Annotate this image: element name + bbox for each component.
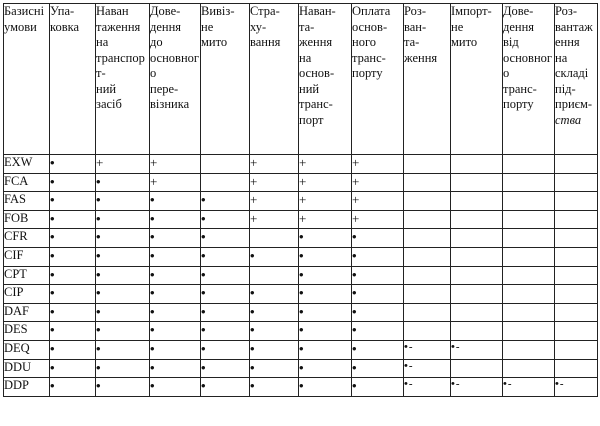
mark-cell: • [150,266,201,285]
column-header [451,4,503,155]
mark-cell [555,285,598,304]
mark-cell: •- [503,378,555,397]
mark-cell: • [50,266,96,285]
mark-cell: + [299,155,352,174]
mark-cell [451,192,503,211]
mark-cell [404,173,451,192]
mark-cell: + [250,210,299,229]
table-row [4,378,598,397]
mark-cell: • [299,266,352,285]
column-header-label: Імпорт- не мито [451,4,492,49]
mark-cell: • [150,210,201,229]
mark-cell: • [201,340,250,359]
mark-cell [404,285,451,304]
mark-cell: • [299,285,352,304]
mark-cell: • [50,303,96,322]
mark-cell [404,229,451,248]
mark-cell [451,303,503,322]
mark-cell [451,210,503,229]
column-header [352,4,404,155]
table-row [4,322,598,341]
mark-cell: • [250,303,299,322]
mark-cell: + [352,155,404,174]
column-header-label-italic-part: ства [555,112,582,127]
mark-cell [555,359,598,378]
mark-cell [503,266,555,285]
mark-cell: • [250,378,299,397]
term-cell: CPT [4,266,50,285]
mark-cell: • [352,340,404,359]
mark-cell: • [50,210,96,229]
mark-cell [503,229,555,248]
column-header-label: Дове- дення від основного транс- порту [503,4,553,111]
column-header-label: Стра- ху- вання [250,4,281,49]
table-row [4,173,598,192]
mark-cell: •- [404,359,451,378]
mark-cell: • [96,359,150,378]
mark-cell: + [250,192,299,211]
mark-cell: • [352,378,404,397]
term-cell: DEQ [4,340,50,359]
mark-cell: • [299,303,352,322]
mark-cell: • [201,229,250,248]
mark-cell: + [250,155,299,174]
term-cell: DDU [4,359,50,378]
mark-cell: • [96,229,150,248]
mark-cell: • [50,229,96,248]
mark-cell: • [201,378,250,397]
mark-cell: • [201,285,250,304]
mark-cell: •- [404,340,451,359]
mark-cell: • [250,285,299,304]
mark-cell [555,340,598,359]
mark-cell: + [150,155,201,174]
mark-cell [201,155,250,174]
column-header [50,4,96,155]
mark-cell [404,192,451,211]
column-header [250,4,299,155]
column-header-label: Наван- та- ження на основ- ний транс- порт [299,4,336,127]
table-row [4,229,598,248]
mark-cell: • [50,340,96,359]
mark-cell: + [299,192,352,211]
mark-cell: + [299,173,352,192]
mark-cell: • [352,247,404,266]
term-cell: FAS [4,192,50,211]
column-header-label: Оплата основ- ного транс- порту [352,4,391,80]
mark-cell [404,266,451,285]
mark-cell: • [96,303,150,322]
table-header-row [4,4,598,155]
column-header-label: Упа- ковка [50,4,80,34]
mark-cell [451,266,503,285]
mark-cell: • [50,192,96,211]
mark-cell [201,173,250,192]
incoterms-responsibility-table [3,3,598,397]
mark-cell: • [50,378,96,397]
mark-cell: • [50,247,96,266]
term-cell: CIP [4,285,50,304]
mark-cell: • [352,229,404,248]
mark-cell: • [96,340,150,359]
column-header-label: Дове- дення до основного пере- візника [150,4,200,111]
table-row [4,340,598,359]
term-cell: FCA [4,173,50,192]
mark-cell [555,247,598,266]
mark-cell: • [96,322,150,341]
mark-cell [503,247,555,266]
table-row [4,303,598,322]
mark-cell: + [299,210,352,229]
table-body [4,155,598,397]
mark-cell: • [201,322,250,341]
mark-cell [503,210,555,229]
mark-cell: • [299,247,352,266]
mark-cell: • [96,266,150,285]
mark-cell: + [352,210,404,229]
mark-cell [503,340,555,359]
mark-cell: • [50,322,96,341]
column-header [201,4,250,155]
mark-cell [404,303,451,322]
mark-cell: • [50,173,96,192]
mark-cell: • [352,303,404,322]
mark-cell: + [352,173,404,192]
mark-cell [503,173,555,192]
table-row [4,192,598,211]
mark-cell [503,359,555,378]
mark-cell: • [150,192,201,211]
mark-cell: • [150,378,201,397]
mark-cell: • [352,266,404,285]
mark-cell: • [96,247,150,266]
mark-cell: • [250,247,299,266]
table-row [4,285,598,304]
mark-cell: • [352,359,404,378]
mark-cell [555,266,598,285]
mark-cell: • [96,210,150,229]
mark-cell: • [150,303,201,322]
column-header [150,4,201,155]
mark-cell [555,155,598,174]
column-header-basis-terms [4,4,50,155]
column-header-label: Роз- ван- та- ження [404,4,438,65]
term-cell: FOB [4,210,50,229]
table-row [4,266,598,285]
mark-cell [503,285,555,304]
term-cell: CIF [4,247,50,266]
mark-cell [503,303,555,322]
mark-cell [555,210,598,229]
mark-cell [451,155,503,174]
table-row [4,247,598,266]
mark-cell: • [150,340,201,359]
mark-cell: • [250,340,299,359]
mark-cell: • [201,210,250,229]
mark-cell: • [96,285,150,304]
mark-cell [451,229,503,248]
mark-cell [404,247,451,266]
mark-cell: • [96,192,150,211]
mark-cell: • [352,285,404,304]
column-header-label: Наван таження на транспорт- ний засіб [96,4,145,111]
mark-cell: • [96,173,150,192]
mark-cell: •- [555,378,598,397]
column-header-label: Вивіз- не мито [201,4,235,49]
mark-cell [503,155,555,174]
term-cell: EXW [4,155,50,174]
incoterms-table-wrapper [3,3,598,397]
mark-cell: • [150,359,201,378]
mark-cell: •- [451,378,503,397]
mark-cell: • [150,247,201,266]
mark-cell: • [201,192,250,211]
term-cell: DAF [4,303,50,322]
mark-cell [555,192,598,211]
mark-cell [451,247,503,266]
term-cell: CFR [4,229,50,248]
mark-cell [555,303,598,322]
mark-cell: + [250,173,299,192]
mark-cell: • [96,378,150,397]
column-header [503,4,555,155]
column-header [96,4,150,155]
mark-cell [250,229,299,248]
mark-cell [451,285,503,304]
mark-cell: • [201,359,250,378]
mark-cell: + [96,155,150,174]
column-header-label: Роз- вантаження на складі під- приєм- ства [555,4,593,127]
mark-cell: • [201,303,250,322]
mark-cell: • [250,359,299,378]
mark-cell [451,322,503,341]
mark-cell: • [299,322,352,341]
mark-cell: • [201,247,250,266]
mark-cell: • [150,322,201,341]
column-header [404,4,451,155]
mark-cell: •- [451,340,503,359]
mark-cell: • [201,266,250,285]
table-row [4,359,598,378]
mark-cell: • [299,359,352,378]
mark-cell [451,173,503,192]
mark-cell: + [150,173,201,192]
mark-cell [404,322,451,341]
mark-cell: • [50,359,96,378]
mark-cell [503,322,555,341]
mark-cell: •- [404,378,451,397]
column-header-label: Базисні умови [4,4,45,34]
mark-cell [404,155,451,174]
mark-cell: • [299,378,352,397]
mark-cell: • [299,340,352,359]
mark-cell: • [50,155,96,174]
mark-cell [250,266,299,285]
mark-cell [404,210,451,229]
term-cell: DDP [4,378,50,397]
mark-cell: + [352,192,404,211]
mark-cell: • [299,229,352,248]
mark-cell [555,229,598,248]
term-cell: DES [4,322,50,341]
column-header [555,4,598,155]
mark-cell [555,322,598,341]
mark-cell: • [352,322,404,341]
mark-cell [503,192,555,211]
table-row [4,155,598,174]
table-row [4,210,598,229]
mark-cell: • [250,322,299,341]
mark-cell: • [150,229,201,248]
mark-cell: • [150,285,201,304]
column-header [299,4,352,155]
mark-cell [555,173,598,192]
mark-cell: • [50,285,96,304]
mark-cell [451,359,503,378]
